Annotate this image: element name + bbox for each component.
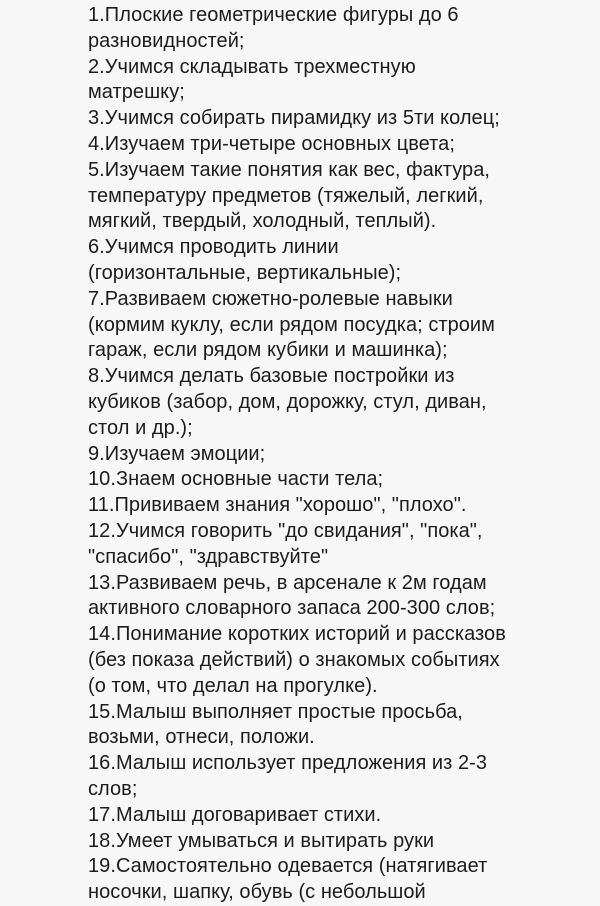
text-line: 17.Малыш договаривает стихи. [88, 803, 382, 826]
text-line: разновидностей; [88, 29, 245, 52]
text-line: 18.Умеет умываться и вытирать руки [88, 829, 435, 852]
text-line: 12.Учимся говорить "до свидания", "пока", [88, 519, 483, 542]
text-line: мягкий, твердый, холодный, теплый). [88, 210, 437, 233]
text-line: 14.Понимание коротких историй и рассказов [88, 623, 506, 646]
text-line: кубиков (забор, дом, дорожку, стул, диван, [88, 390, 487, 413]
text-line: гараж, если рядом кубики и машинка); [88, 339, 448, 362]
text-line: слов; [88, 777, 138, 800]
text-line: 6.Учимся проводить линии [88, 236, 339, 259]
text-line: матрешку; [88, 81, 185, 104]
text-line: стол и др.); [88, 416, 193, 439]
text-line: 10.Знаем основные части тела; [88, 468, 384, 491]
text-line: 1.Плоские геометрические фигуры до 6 [88, 4, 459, 26]
text-line: "спасибо", "здравствуйте" [88, 545, 329, 568]
text-line: 16.Малыш использует предложения из 2-3 [88, 752, 488, 775]
text-line: (кормим куклу, если рядом посудка; строим [88, 313, 495, 336]
text-line: 2.Учимся складывать трехместную [88, 55, 416, 78]
text-line: 5.Изучаем такие понятия как вес, фактура, [88, 158, 491, 181]
text-line: возьми, отнеси, положи. [88, 726, 315, 749]
text-line: (о том, что делал на прогулке). [88, 674, 378, 697]
text-line: 8.Учимся делать базовые постройки из [88, 365, 455, 388]
document-body [88, 3, 594, 906]
text-line: 4.Изучаем три-четыре основных цвета; [88, 132, 455, 155]
text-line: (без показа действий) о знакомых событиях [88, 648, 500, 671]
text-line: температуру предметов (тяжелый, легкий, [88, 184, 484, 207]
text-line: (горизонтальные, вертикальные); [88, 261, 402, 284]
text-line: носочки, шапку, обувь (с небольшой [88, 881, 426, 904]
text-line: 13.Развиваем речь, в арсенале к 2м годам [88, 571, 487, 594]
text-line: 3.Учимся собирать пирамидку из 5ти колец; [88, 107, 500, 130]
text-line: 11.Прививаем знания "хорошо", "плохо". [88, 494, 467, 517]
text-line: 19.Самостоятельно одевается (натягивает [88, 855, 488, 878]
text-line: 7.Развиваем сюжетно-ролевые навыки [88, 287, 453, 310]
text-line: 9.Изучаем эмоции; [88, 442, 266, 465]
text-line: активного словарного запаса 200-300 слов; [88, 597, 496, 620]
text-line: 15.Малыш выполняет простые просьба, [88, 700, 463, 723]
